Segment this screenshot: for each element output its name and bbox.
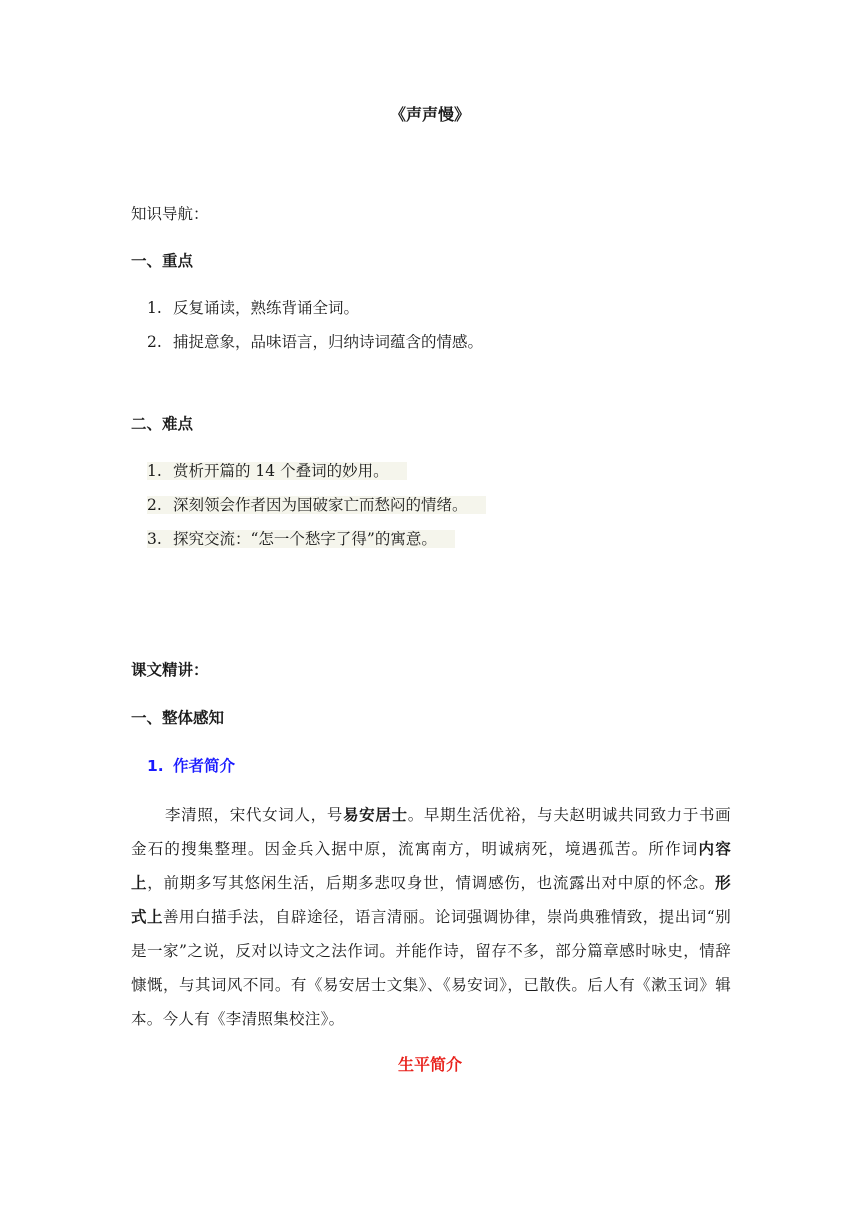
list-number: 3. <box>147 530 162 548</box>
paragraph-text: 李清照，宋代女词人，号 <box>165 806 343 824</box>
section-key-points-heading: 一、重点 <box>131 252 194 270</box>
list-item <box>147 459 407 483</box>
subheading-text: 作者简介 <box>173 757 236 775</box>
highlighted-item <box>147 462 407 480</box>
bio-heading: 生平简介 <box>397 1055 462 1074</box>
list-text: 探究交流：“怎一个愁字了得”的寓意。 <box>173 530 437 548</box>
list-number: 2. <box>147 333 162 351</box>
overview-heading: 一、整体感知 <box>131 709 225 727</box>
paragraph-text: ，前期多写其悠闲生活，后期多悲叹身世，情调感伤，也流露出对中原的怀念。 <box>147 874 716 892</box>
author-paragraph <box>131 798 731 1036</box>
section-difficulties-heading: 二、难点 <box>131 415 194 433</box>
list-item <box>147 493 486 517</box>
paragraph-text: 。早期生活优裕，与夫赵明诚共同致力于书画金石的搜集整理。因金兵入据中原，流寓南方，明诚病死，境遇孤苦。所作词 <box>131 806 731 858</box>
nav-label: 知识导航： <box>131 205 209 223</box>
list-item <box>147 527 455 551</box>
list-item <box>147 296 359 320</box>
paragraph-text: 善用白描手法，自辟途径，语言清丽。论词强调协律，崇尚典雅情致，提出词“别是一家”之说，反对以诗文之法作词。并能作诗，留存不多，部分篇章感时咏史，情辞慷慨，与其词风不同。有《易安居士文集》、《易安词》，已散佚。后人有《漱玉词》辑本。今人有《李清照集校注》。 <box>131 908 731 1028</box>
subheading-number: 1. <box>147 757 164 775</box>
page-title: 《声声慢》 <box>389 105 470 124</box>
list-text: 赏析开篇的 14 个叠词的妙用。 <box>173 462 389 480</box>
list-number: 1. <box>147 299 162 317</box>
highlighted-item <box>147 496 486 514</box>
highlighted-item <box>147 530 455 548</box>
author-subheading <box>147 754 235 778</box>
list-number: 1. <box>147 462 162 480</box>
lesson-label: 课文精讲： <box>131 661 209 679</box>
list-text: 捕捉意象，品味语言，归纳诗词蕴含的情感。 <box>173 333 484 351</box>
bold-term: 形式上 <box>131 874 731 926</box>
bold-term: 内容上 <box>131 840 731 892</box>
list-text: 反复诵读，熟练背诵全词。 <box>173 299 360 317</box>
bold-term: 易安居士 <box>343 806 408 824</box>
list-number: 2. <box>147 496 162 514</box>
list-item <box>147 330 483 354</box>
list-text: 深刻领会作者因为国破家亡而愁闷的情绪。 <box>173 496 468 514</box>
